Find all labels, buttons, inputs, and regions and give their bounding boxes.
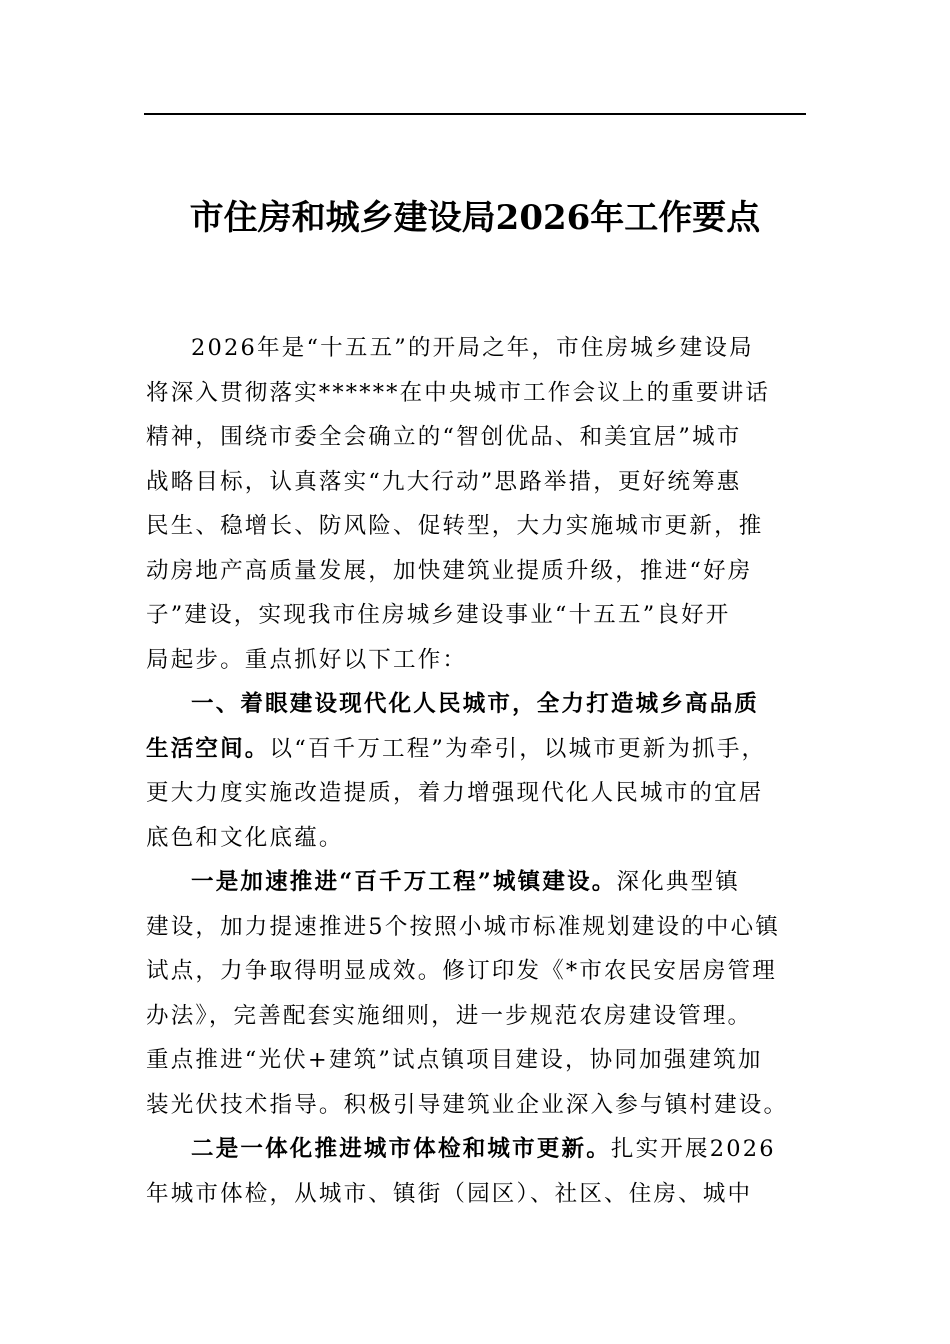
intro-line: 精神，围绕市委全会确立的“智创优品、和美宜居”城市 — [146, 424, 742, 450]
header-rule — [144, 113, 806, 115]
section-1-paragraph — [146, 682, 806, 860]
item-2-text: 扎实开展2026 — [610, 1136, 776, 1162]
item-1-paragraph — [146, 860, 806, 1127]
item-1-text: 试点，力争取得明显成效。修订印发《*市农民安居房管理 — [146, 958, 777, 984]
item-2-text: 年城市体检，从城市、镇街（园区）、社区、住房、城中 — [146, 1180, 753, 1207]
intro-line: 将深入贯彻落实******在中央城市工作会议上的重要讲话 — [146, 379, 771, 406]
document-body — [146, 326, 806, 1216]
section-1-text: 以“百千万工程”为牵引，以城市更新为抓手， — [269, 735, 767, 762]
section-1-heading: 一、着眼建设现代化人民城市，全力打造城乡高品质 — [191, 691, 760, 717]
item-1-text: 建设，加力提速推进5个按照小城市标准规划建设的中心镇 — [146, 913, 781, 940]
intro-line: 局起步。重点抓好以下工作： — [146, 646, 468, 673]
item-2-paragraph — [146, 1127, 806, 1216]
item-1-text: 办法》，完善配套实施细则，进一步规范农房建设管理。 — [146, 1002, 753, 1029]
section-1-heading-end: 生活空间。 — [146, 735, 270, 762]
intro-paragraph — [146, 326, 806, 682]
item-1-lead: 一是加速推进“百千万工程”城镇建设。 — [191, 869, 617, 895]
item-1-text: 深化典型镇 — [616, 869, 741, 895]
intro-line: 动房地产高质量发展，加快建筑业提质升级，推进“好房 — [146, 557, 753, 584]
intro-line: 民生、稳增长、防风险、促转型，大力实施城市更新，推 — [146, 513, 764, 539]
section-1-text: 更大力度实施改造提质，着力增强现代化人民城市的宜居 — [146, 780, 764, 806]
item-1-text: 装光伏技术指导。积极引导建筑业企业深入参与镇村建设。 — [146, 1091, 789, 1118]
section-1-text: 底色和文化底蕴。 — [146, 824, 344, 851]
intro-line: 子”建设，实现我市住房城乡建设事业“十五五”良好开 — [146, 602, 731, 628]
item-1-text: 重点推进“光伏+建筑”试点镇项目建设，协同加强建筑加 — [146, 1047, 763, 1073]
intro-line: 2026年是“十五五”的开局之年，市住房城乡建设局 — [191, 335, 754, 361]
item-2-lead: 二是一体化推进城市体检和城市更新。 — [191, 1136, 611, 1162]
document-title: 市住房和城乡建设局2026年工作要点 — [189, 198, 761, 238]
intro-line: 战略目标，认真落实“九大行动”思路举措，更好统筹惠 — [146, 468, 742, 495]
